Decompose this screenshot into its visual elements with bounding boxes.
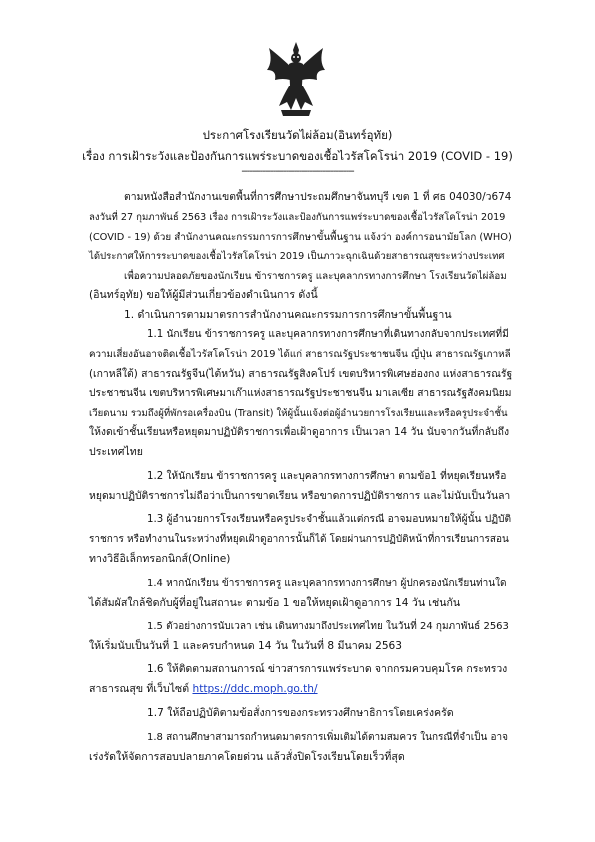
garuda-emblem bbox=[265, 40, 327, 118]
body-line: ประเทศไทย bbox=[89, 446, 143, 458]
body-line bbox=[89, 682, 318, 697]
divider: ------------------------------------------- bbox=[241, 166, 354, 177]
body-line: 1.5 ตัวอย่างการนับเวลา เช่น เดินทางมาถึงประเทศไทย ในวันที่ 24 กุมภาพันธ์ 2563 bbox=[147, 621, 509, 632]
body-line: ประชาชนจีน เขตบริหารพิเศษมาเก๊าแห่งสาธารณรัฐประชาชนจีน มาเลเซีย สาธารณรัฐสังคมนิยม bbox=[89, 388, 512, 399]
ddc-website-link[interactable]: https://ddc.moph.go.th/ bbox=[192, 683, 318, 695]
body-line: ได้ประกาศให้การระบาดของเชื้อไวรัสโคโรน่า 2019 เป็นภาวะฉุกเฉินด้วยสาธารณสุขระหว่างประเทศ bbox=[89, 251, 505, 262]
section-heading: 1. ดำเนินการตามมาตรการสำนักงานคณะกรรมการการศึกษาขั้นพื้นฐาน bbox=[124, 309, 452, 321]
announcement-title: ประกาศโรงเรียนวัดไผ่ล้อม(อินทร์อุทัย) bbox=[202, 128, 393, 142]
body-line: 1.7 ให้ถือปฏิบัติตามข้อสั่งการของกระทรวงศึกษาธิการโดยเคร่งครัด bbox=[147, 707, 454, 719]
body-line: 1.2 ให้นักเรียน ข้าราชการครู และบุคลากรทางการศึกษา ตามข้อ1 ที่หยุดเรียนหรือ bbox=[147, 471, 507, 482]
body-line: ราชการ หรือทำงานในระหว่างที่หยุดเฝ้าดูอาการนั้นก็ได้ โดยผ่านการปฏิบัติหน้าที่การเรียนการสอน bbox=[89, 534, 509, 545]
body-line: 1.1 นักเรียน ข้าราชการครู และบุคลากรทางการศึกษาที่เดินทางกลับจากประเทศที่มี bbox=[147, 329, 509, 340]
body-line: 1.8 สถานศึกษาสามารถกำหนดมาตรการเพิ่มเติมได้ตามสมควร ในกรณีที่จำเป็น อาจ bbox=[147, 732, 508, 743]
body-line: (COVID - 19) ด้วย สำนักงานคณะกรรมการการศึกษาขั้นพื้นฐาน แจ้งว่า องค์การอนามัยโลก (WHO) bbox=[89, 232, 512, 243]
body-line: เร่งรัดให้จัดการสอบปลายภาคโดยด่วน แล้วสั่งปิดโรงเรียนโดยเร็วที่สุด bbox=[89, 751, 405, 763]
body-line: 1.6 ให้ติดตามสถานการณ์ ข่าวสารการแพร่ระบาด จากกรมควบคุมโรค กระทรวง bbox=[147, 663, 508, 675]
body-line-text: สาธารณสุข ที่เว็บไซต์ bbox=[89, 683, 190, 695]
body-line: 1.3 ผู้อำนวยการโรงเรียนหรือครูประจำชั้นแล้วแต่กรณี อาจมอบหมายให้ผู้นั้น ปฏิบัติ bbox=[147, 514, 512, 525]
body-line: 1.4 หากนักเรียน ข้าราชการครู และบุคลากรทางการศึกษา ผู้ปกครองนักเรียนท่านใด bbox=[147, 578, 507, 589]
announcement-subject: เรื่อง การเฝ้าระวังและป้องกันการแพร่ระบาดของเชื้อไวรัสโคโรน่า 2019 (COVID - 19) bbox=[82, 149, 513, 163]
body-line: หยุดมาปฏิบัติราชการไม่ถือว่าเป็นการขาดเรียน หรือขาดการปฏิบัติราชการ และไม่นับเป็นวันลา bbox=[89, 490, 511, 502]
body-line: ความเสี่ยงอันอาจติดเชื้อไวรัสโคโรน่า 2019 ได้แก่ สาธารณรัฐประชาชนจีน ญี่ปุ่น สาธารณรัฐเกาหลี bbox=[89, 349, 511, 360]
body-line: ได้สัมผัสใกล้ชิดกับผู้ที่อยู่ในสถานะ ตามข้อ 1 ขอให้หยุดเฝ้าดูอาการ 14 วัน เช่นกัน bbox=[89, 597, 461, 609]
body-line: ตามหนังสือสำนักงานเขตพื้นที่การศึกษาประถมศึกษาจันทบุรี เขต 1 ที่ ศธ 04030/ว674 bbox=[124, 191, 512, 203]
body-line: (อินทร์อุทัย) ขอให้ผู้มีส่วนเกี่ยวข้องดำเนินการ ดังนี้ bbox=[89, 289, 318, 301]
body-line: เพื่อความปลอดภัยของนักเรียน ข้าราชการครู และบุคลากรทางการศึกษา โรงเรียนวัดไผ่ล้อม bbox=[124, 271, 507, 282]
body-line: ทางวิธีอิเล็กทรอกนิกส์(Online) bbox=[89, 553, 231, 565]
body-line: เวียดนาม รวมถึงผู้ที่พักรอเครื่องบิน (Transit) ให้ผู้นั้นแจ้งต่อผู้อำนวยการโรงเรียนและหรือครูประจำชั้น bbox=[89, 408, 508, 419]
body-line: (เกาหลีใต้) สาธารณรัฐจีน(ไต้หวัน) สาธารณรัฐสิงคโปร์ เขตบริหารพิเศษฮ่องกง แห่งสาธารณรัฐ bbox=[89, 368, 513, 380]
body-line: ให้งดเข้าชั้นเรียนหรือหยุดมาปฏิบัติราชการเพื่อเฝ้าดูอาการ เป็นเวลา 14 วัน นับจากวันที่กลับถึง bbox=[89, 426, 510, 438]
body-line: ให้เริ่มนับเป็นวันที่ 1 และครบกำหนด 14 วัน ในวันที่ 8 มีนาคม 2563 bbox=[89, 640, 403, 652]
body-line: ลงวันที่ 27 กุมภาพันธ์ 2563 เรื่อง การเฝ้าระวังและป้องกันการแพร่ระบาดของเชื้อไวรัสโคโรน่า 2019 bbox=[89, 212, 506, 223]
